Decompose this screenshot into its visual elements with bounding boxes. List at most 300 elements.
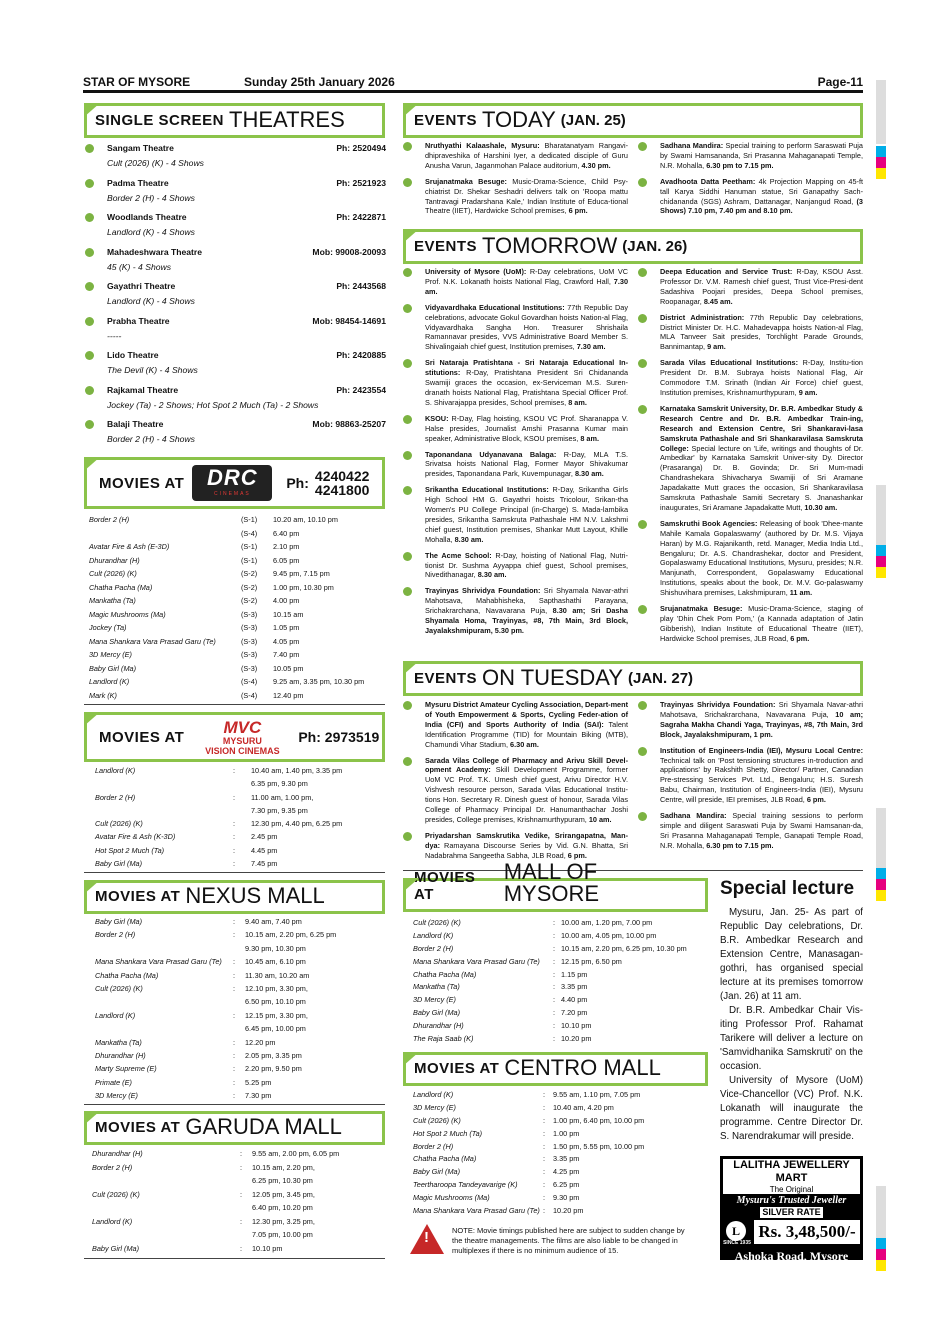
mvc-logo-line2: VISION CINEMAS (205, 745, 280, 756)
movie-title: Avatar Fire & Ash (E-3D) (89, 542, 170, 551)
separator: : (543, 1167, 546, 1177)
separator: : (543, 1193, 546, 1203)
separator: : (233, 1064, 236, 1074)
warning-icon: ! (410, 1224, 444, 1254)
showtime-row (89, 542, 384, 556)
showtime-row (95, 766, 385, 779)
garuda-showtimes (92, 1149, 385, 1257)
showtime-row (413, 1180, 708, 1193)
event-details: R-Day, Flag hoisting, KSOU VC Prof. Sharanappa V. Halse presides, Journalist Amshi Prasanna Kumar main speaker, Administrative Block, KSOU premises, (425, 413, 628, 443)
theatre-shows: Border 2 (H) - 4 Shows (107, 192, 195, 203)
showtime-row (92, 1149, 385, 1163)
movie-title: Cult (2026) (K) (92, 1189, 140, 1199)
bullet-icon (85, 179, 94, 188)
movie-title: 3D Mercy (E) (95, 1091, 138, 1101)
event-organizer: Nruthyathi Kalaashale, Mysuru: (425, 141, 540, 150)
theatre-phone: Ph: 2423554 (336, 384, 386, 395)
showtime-row (413, 1206, 708, 1219)
showtimes: 1.00 pm (553, 1128, 580, 1138)
movies-at-label: MOVIES AT (99, 728, 185, 746)
event-item (638, 313, 863, 353)
showtimes: 12.15 pm, 6.50 pm (561, 956, 622, 966)
header-small: MOVIES AT (95, 888, 181, 905)
movie-title: Landlord (K) (413, 930, 454, 940)
header-small: MOVIES AT (414, 869, 476, 903)
showtime-row (95, 957, 385, 970)
registration-yellow (876, 890, 886, 901)
showtimes: 10.20 pm (553, 1206, 584, 1216)
event-item (638, 519, 863, 598)
showtime-row (92, 1203, 385, 1217)
showtime-row (89, 529, 384, 543)
event-organizer: Srujanatmaka Besuge: (425, 176, 507, 186)
separator: : (240, 1216, 243, 1226)
event-organizer: Deepa Education and Service Trust: (660, 267, 793, 276)
event-item (403, 267, 628, 297)
showtime-row (413, 1034, 708, 1047)
garuda-header (84, 1111, 385, 1145)
separator: : (233, 1010, 236, 1020)
bullet-icon (403, 552, 412, 561)
showtime-row (413, 1090, 708, 1103)
separator: : (233, 1050, 236, 1060)
event-details: R-Day, Institu-tion President Dr. B.M. Subraya hoists National Flag, Air Commodore T.M. Srinath (Indian Air Force) chief guest, Institution premises, Krishnamurthypuram, (660, 358, 863, 397)
header-date: (JAN. 27) (628, 670, 694, 687)
movie-title: Border 2 (H) (413, 1141, 454, 1151)
showtime-row (95, 832, 385, 845)
separator: : (553, 969, 556, 979)
showtime-row (413, 1193, 708, 1206)
event-organizer: Samskruthi Book Agencies: (660, 518, 758, 528)
header-small: EVENTS (414, 670, 478, 687)
theatre-row (85, 350, 386, 385)
event-time: 8 am. (568, 397, 587, 407)
separator: : (233, 957, 236, 967)
event-organizer: Taponandana Udyanavana Balaga: (425, 449, 557, 459)
showtime-row (95, 1091, 385, 1104)
movie-title: Landlord (K) (89, 677, 130, 686)
movie-title: Border 2 (H) (89, 515, 130, 524)
event-details: Music-Drama-Science, Child Psy-chiatrist Dr. Shekar Seshadri delivers talk on 'Roopa mattu Tantravagi Pradarshana Kale,' Indian Institute of Educa-tional Theatre (IIET), Hardwicke School premises, (425, 176, 628, 216)
showtime-row (92, 1217, 385, 1231)
header-big: TOMORROW (482, 233, 618, 258)
showtimes: 2.10 pm (273, 542, 300, 551)
bullet-icon (403, 142, 412, 151)
theatre-row (85, 281, 386, 316)
showtimes: 7.30 pm, 9.35 pm (251, 805, 308, 815)
movie-title: The Raja Saab (K) (413, 1034, 474, 1044)
movie-title: Border 2 (H) (95, 792, 136, 802)
event-details: Special lecture on 'Life, writings and thoughts of Dr. Ambedkar' by Karnataka Samskrit Univer-sity Dy. Director (Prasaranga) Dr. B. Govinda; Dr. Sri Mum-madi Chandrashekara Shivacharya Swamiji of Sri Aramane Japadakatte Mutt graces the occasion, Sri Shankaravilasa Samskruta Pathashale Samiti Secretary S. Jnanashankar inaugurates, Sri Aramane Japadakatte Mutt, (660, 443, 863, 512)
header-date: (JAN. 25) (560, 112, 626, 129)
movie-title: 3D Mercy (E) (413, 995, 456, 1005)
showtimes: 10.40 am, 1.40 pm, 3.35 pm (251, 766, 343, 775)
registration-magenta (876, 879, 886, 890)
mvc-header (84, 712, 385, 762)
bullet-icon (638, 178, 647, 187)
events-tuesday-header (403, 661, 863, 696)
event-time: 7.30 am. (576, 342, 606, 352)
showtimes: 11.00 am, 1.00 pm, (251, 792, 314, 802)
theatre-row (85, 212, 386, 247)
showtime-row (95, 944, 385, 957)
movie-title: Border 2 (H) (92, 1162, 133, 1172)
showtimes: 1.00 pm, 6.40 pm, 10.00 pm (553, 1115, 645, 1125)
event-details: Bharatanatyam Rangavi-dhipraveshika of Harshini Iyer, a dedicated disciple of Guru Anusha Varun, Jaganmohan Palace auditorium, (425, 141, 628, 170)
movie-title: Baby Girl (Ma) (413, 1167, 461, 1177)
showtime-row (95, 1011, 385, 1024)
movie-title: Landlord (K) (95, 766, 136, 775)
header-date: (JAN. 26) (622, 238, 688, 255)
showtime-row (95, 984, 385, 997)
showtimes: 7.30 pm (245, 1091, 272, 1101)
ad-address: Ashoka Road, Mysore (734, 1249, 849, 1263)
theatre-phone: Ph: 2520494 (336, 143, 386, 153)
movie-title: 3D Mercy (E) (89, 650, 132, 659)
showtimes: 7.40 pm (273, 650, 300, 659)
bullet-icon (638, 520, 647, 529)
showtimes: 9.25 am, 3.35 pm, 10.30 pm (273, 677, 365, 686)
event-organizer: University of Mysore (UoM): (425, 267, 527, 276)
showtime-row (95, 1024, 385, 1037)
showtimes: 9.55 am, 2.00 pm, 6.05 pm (252, 1149, 340, 1158)
event-item (403, 450, 628, 480)
showtime-row (89, 650, 384, 664)
movie-title: Mana Shankara Vara Prasad Garu (Te) (95, 957, 222, 967)
event-time: 6.30 am. (510, 739, 539, 749)
separator: : (553, 943, 556, 953)
movie-title: Magic Mushrooms (Ma) (89, 609, 166, 619)
showtimes: 7.05 pm, 10.00 pm (252, 1230, 313, 1239)
event-item (403, 358, 628, 408)
header-big: ON TUESDAY (482, 665, 624, 690)
showtimes: 9.40 am, 7.40 pm (245, 917, 302, 926)
separator: : (240, 1162, 243, 1172)
bullet-icon (403, 415, 412, 424)
showtime-row (413, 1103, 708, 1116)
event-organizer: Sadhana Mandira: (660, 811, 727, 821)
event-item (638, 746, 863, 805)
showtimes: 7.20 pm (561, 1008, 588, 1018)
event-time: 8 am. (580, 433, 599, 443)
event-details: Ramayana Discourse Series by Vid. G.N. Bhatta, Sri Nadabrahma Sangeetha Sabha, JLB Road, (425, 840, 628, 860)
event-organizer: Karnataka Samskrit University, Dr. B.R. Ambedkar Study & Research Centre and Dr. B.R. Ambedkar Train-ing, Research and Extension Centre, Sri Shankaravi-lasa Samskruta Pathashale and Sri Shankaravilasa Samskruta College: (660, 403, 863, 453)
header-small: EVENTS (414, 112, 478, 129)
header-big: MALL OF MYSORE (503, 859, 600, 906)
showtimes: 9.55 am, 1.10 pm, 7.05 pm (553, 1090, 641, 1099)
movie-title: Dhurandhar (H) (413, 1021, 464, 1031)
showtimes: 10.40 am, 4.20 pm (553, 1102, 614, 1112)
lecture-p2: Dr. B.R. Ambedkar Chair Vis-iting Professor Prof. Rahamat Tarikere will deliver a lecture on 'Samvidhanika Samskruti' on the occasion. (720, 1005, 863, 1072)
movies-at-label: MOVIES AT (99, 474, 185, 492)
movie-title: Primate (E) (95, 1077, 132, 1087)
ad-silver-rate: Rs. 3,48,500/- (754, 1220, 860, 1244)
event-organizer: Srikantha Educational Institutions: (425, 485, 549, 495)
showtime-row (413, 957, 708, 970)
event-time: 10 am. (588, 814, 612, 824)
event-details: R-Day, KSOU Asst. Professor Dr. V.M. Ramesh chief guest, Trust Vice-Presi-dent Sadashiva Poojari presides, Deepa School premises, Roopanagar, (660, 267, 863, 306)
movie-title: Landlord (K) (95, 1010, 136, 1020)
event-details: R-Day, Srikantha Girls High School HM G. Gayathri hoists Tricolour, Srikan-tha Women's PU College Principal (in-Charge) S. Mada-lambika presides, Srikantha Samskruta Pathashale HM N.V. Lakshmi chief guest, Institution premises, Shankar Mutt Layout, Khille Mohalla, (425, 485, 628, 544)
theatre-shows: Cult (2026) (K) - 4 Shows (107, 158, 204, 168)
showtime-row (95, 971, 385, 984)
showtimes: 12.10 pm, 3.30 pm, (245, 983, 308, 993)
showtimes: 6.05 pm (273, 555, 300, 565)
showtimes: 2.05 pm, 3.35 pm (245, 1050, 302, 1060)
registration-yellow (876, 567, 886, 578)
showtimes: 4.25 pm (553, 1167, 580, 1177)
registration-gray (876, 1186, 886, 1238)
showtime-row (95, 1064, 385, 1077)
movie-title: Avatar Fire & Ash (K-3D) (95, 832, 176, 842)
movie-title: Mankatha (Ta) (89, 596, 136, 605)
event-item (638, 177, 863, 217)
theatre-list (85, 143, 386, 454)
event-organizer: Avadhoota Datta Peetham: (660, 176, 756, 186)
separator: : (233, 1037, 236, 1047)
event-organizer: Sarada Vilas College of Pharmacy and Arivu Skill Devel-opment Academy: (425, 755, 628, 775)
mvc-phone: Ph: 2973519 (298, 729, 380, 745)
separator: : (233, 1077, 236, 1087)
separator: : (543, 1128, 546, 1138)
registration-cyan (876, 146, 886, 157)
lecture-p3: University of Mysore (UoM) Vice-Chancellor (VC) Prof. N.K. Lokanath will inaugurate the programme. Centre Director Dr. S. Narendrakumar will preside. (720, 1075, 863, 1142)
jewellery-ad (720, 1156, 863, 1274)
movie-title: Hot Spot 2 Much (Ta) (413, 1128, 483, 1138)
showtime-row (92, 1244, 385, 1258)
showtime-row (413, 1116, 708, 1129)
movie-title: Dhurandhar (H) (89, 555, 140, 565)
movie-title: Mana Shankara Vara Prasad Garu (Te) (413, 1206, 540, 1216)
showtimes: 2.45 pm (251, 832, 278, 842)
event-time: 10.30 am. (804, 502, 838, 512)
bullet-icon (85, 248, 94, 257)
drc-logo-text: DRC (207, 465, 258, 490)
movie-title: Dhurandhar (H) (92, 1149, 143, 1158)
showtimes: 10.15 am, 2.20 pm, 6.25 pm, 10.30 pm (561, 943, 687, 953)
events-tomorrow-left (403, 267, 628, 642)
showtime-row (413, 918, 708, 931)
event-item (403, 756, 628, 825)
showtime-row (413, 944, 708, 957)
showtimes: 4.00 pm (273, 596, 300, 605)
screen-number: (S-3) (241, 636, 258, 646)
registration-cyan (876, 1238, 886, 1249)
showtimes: 9.45 pm, 7.15 pm (273, 569, 330, 578)
showtimes: 1.00 pm, 10.30 pm (273, 582, 334, 592)
event-item (638, 141, 863, 171)
showtimes: 12.05 pm, 3.45 pm, (252, 1189, 315, 1199)
showtime-row (95, 1078, 385, 1091)
event-item (403, 177, 628, 217)
separator: : (553, 918, 556, 927)
showtime-row (413, 982, 708, 995)
bullet-icon (638, 605, 647, 614)
movie-title: Cult (2026) (K) (95, 819, 143, 829)
bullet-icon (85, 351, 94, 360)
theatre-name: Gayathri Theatre (107, 281, 176, 291)
screen-number: (S-2) (241, 569, 258, 578)
separator: : (553, 956, 556, 966)
paper-name: STAR OF MYSORE (83, 75, 191, 89)
movie-title: Hot Spot 2 Much (Ta) (95, 845, 165, 855)
movie-title: Border 2 (H) (95, 930, 136, 940)
event-time: 8.30 am; Sri Dasha Shyamala Homa, Trayinyas, #8, 7th Main, 3rd Block, Jayalakshmipuram, 5.30 pm. (425, 606, 628, 635)
showtimes: 10.00 am, 4.05 pm, 10.00 pm (561, 930, 657, 940)
screen-number: (S-2) (241, 582, 258, 592)
centro-showtimes (413, 1090, 708, 1219)
registration-gray (876, 80, 886, 144)
showtime-row (95, 930, 385, 943)
event-details: Sri Shyamala Navar-athri Mahotsava, Mahabhisheka, Sapthashathi Parayana, Srichakrarchana, Navavarana Puja, (425, 586, 628, 616)
mvc-logo (194, 719, 290, 756)
showtime-row (95, 859, 385, 872)
theatre-shows: 45 (K) - 4 Shows (107, 261, 171, 272)
theatre-shows: The Devil (K) - 4 Shows (107, 365, 198, 375)
showtime-row (89, 515, 384, 529)
event-organizer: Vidyavardhaka Educational Institutions: (425, 302, 565, 312)
event-time: (3 Shows) 7.10 pm, 7.40 pm and 8.10 pm. (660, 196, 863, 216)
showtime-row (95, 806, 385, 819)
theatre-phone: Ph: 2420885 (336, 350, 386, 360)
bullet-icon (638, 747, 647, 756)
event-organizer: Trayinyas Shrividya Foundation: (425, 586, 541, 596)
drc-header (84, 457, 385, 509)
bullet-icon (403, 486, 412, 495)
mall-of-mysore-showtimes (413, 918, 708, 1047)
ad-tagline: The Original (723, 1185, 860, 1194)
event-details: Talent Identification Programme (TID) for Mountain Biking (MTB), Chamundi Vihar Stadium, (425, 719, 628, 749)
showtimes: 10.20 am, 10.10 pm (273, 515, 338, 524)
timings-note (410, 1222, 695, 1262)
separator: : (543, 1102, 546, 1112)
movie-title: Dhurandhar (H) (95, 1050, 146, 1060)
event-details: Releasing of book 'Dhee-mante Mahile Kamala Gopalaswamy' (authored by Dr. M.S. Vijaya Haran) by M.G. Rajanikanth, retd. Manager, Media India Ltd., Bengaluru; Dr. A.S. Chandrashekar, doctor and President, Gopalaswamy Educational Institutions, Mysuru, presides; N.R. Manjunath, Correspondent, Gopalaswamy Educational Institutions, speaks about the book, Dr. M.V. Go-palaswamy Shishuvihara premises, Lakshmipuram, (660, 518, 863, 598)
event-details: 77th Republic Day celebrations, District Minister Dr. H.C. Mahadevappa hoists Nation-al Flag, MLA Tanveer Sait presides, Torchlight Parade Grounds, Bannimantap, (660, 312, 864, 352)
showtime-row (95, 917, 385, 930)
showtime-row (92, 1190, 385, 1204)
bullet-icon (403, 178, 412, 187)
bullet-icon (403, 757, 412, 766)
showtime-row (92, 1230, 385, 1244)
ad-since: SINCE 1935 (723, 1240, 751, 1246)
movie-title: Border 2 (H) (413, 943, 454, 953)
showtime-row (89, 664, 384, 678)
event-organizer: District Administration: (660, 312, 745, 322)
showtimes: 10.05 pm (273, 663, 304, 673)
showtimes: 12.40 pm (273, 690, 304, 700)
showtime-row (89, 677, 384, 691)
divider (84, 872, 385, 873)
event-details: R-Day, MLA T.S. Srivatsa hoists National Flag, Former Mayor Shivakumar presides, Taponandana Park, Kuvempunagar, (425, 449, 628, 479)
event-organizer: Sadhana Mandira: (660, 141, 724, 150)
showtime-row (89, 556, 384, 570)
registration-yellow (876, 1260, 886, 1271)
movie-title: Chatha Pacha (Ma) (89, 582, 153, 592)
bullet-icon (403, 587, 412, 596)
theatre-name: Sangam Theatre (107, 143, 174, 153)
showtime-row (413, 1021, 708, 1034)
showtimes: 1.05 pm (273, 623, 300, 632)
showtimes: 4.05 pm (273, 636, 300, 646)
showtime-row (413, 1129, 708, 1142)
movie-title: Baby Girl (Ma) (92, 1243, 140, 1253)
events-today-header (403, 103, 863, 138)
theatre-phone: Ph: 2422871 (336, 212, 386, 222)
showtime-row (95, 779, 385, 792)
showtime-row (92, 1163, 385, 1177)
registration-yellow (876, 168, 886, 179)
header-big: THEATRES (229, 107, 345, 132)
events-tuesday-right (638, 700, 863, 857)
showtimes: 6.40 pm, 10.20 pm (252, 1203, 313, 1212)
event-details: Special training sessions to perform simple and diligent Saraswati Puja by Swami Hamsanan-da, Sri Prasanna Mahaganapati Temple, Ganapati Temple Road, N.R. Mohalla, (660, 811, 863, 850)
event-time: 10 am; Sagraha Makha Chandi Yaga, Trayinyas, #8, 7th Main, 3rd Block, Jayalakshmipuram, 1 pm. (660, 709, 863, 739)
theatre-phone: Mob: 98863-25207 (312, 419, 386, 429)
special-lecture (720, 878, 863, 1144)
header-small: MOVIES AT (95, 1119, 181, 1136)
lecture-p1: Mysuru, Jan. 25- As part of Republic Day celebrations, Dr. B.R. Ambedkar Research and Extension Centre, Manasagan-gothri, has organised special lecture at its premises tomorrow (Jan. 26) at 11 am. (720, 907, 863, 1002)
event-details: R-Day, hoisting of National Flag, Nutri-tionist Dr. Sushma Ayyappa chief guest, School premises, Nivedithanagar, (425, 550, 628, 580)
events-tomorrow-right (638, 267, 863, 650)
bullet-icon (403, 359, 412, 368)
theatre-row (85, 316, 386, 351)
mvc-logo-line1: MYSURU (222, 735, 262, 746)
mvc-showtimes (95, 766, 385, 872)
event-organizer: Mysuru District Amateur Cycling Association, Depart-ment of Youth Empowerment & Sports, Cycling Feder-ation of India (CFI) and Sports Authority of India (SAI): (425, 700, 629, 729)
event-time: 6 pm. (790, 633, 810, 643)
screen-number: (S-3) (241, 609, 258, 619)
nexus-showtimes (95, 917, 385, 1104)
event-item (403, 586, 628, 636)
event-item (638, 811, 863, 851)
showtime-row (413, 1167, 708, 1180)
showtime-row (92, 1176, 385, 1190)
separator: : (553, 930, 556, 940)
event-item (403, 303, 628, 353)
registration-cyan (876, 545, 886, 556)
event-item (403, 414, 628, 444)
showtime-row (95, 846, 385, 859)
event-details: Technical talk on 'Post tensioning structures in-troduction and applications' by Rakshith Shetty, Director/ Partner, Canadian Pre-stressing Services Pvt. Ltd., Bengaluru; H.S. Suresh Babu, Chairman, Institution of Engineers-India (IEI), Mysuru Centre, will preside, IEI premises, JLB Road, (660, 755, 863, 805)
screen-number: (S-3) (241, 663, 258, 673)
divider (84, 704, 385, 705)
drc-phone-1: 4240422 (314, 468, 370, 484)
event-organizer: Srujanatmaka Besuge: (660, 604, 743, 614)
movie-title: Cult (2026) (K) (95, 983, 143, 993)
event-organizer: Sarada Vilas Educational Institutions: (660, 358, 799, 368)
bullet-icon (638, 812, 647, 821)
movie-title: Chatha Pacha (Ma) (413, 969, 477, 979)
screen-number: (S-4) (241, 690, 258, 700)
separator: : (543, 1141, 546, 1151)
showtimes: 5.25 pm (245, 1077, 272, 1087)
showtime-row (95, 997, 385, 1010)
drc-phone-2: 4241800 (314, 482, 370, 498)
movie-title: Cult (2026) (K) (413, 1115, 461, 1125)
movie-title: Marty Supreme (E) (95, 1064, 157, 1074)
showtimes: 10.15 am, 2.20 pm, 6.25 pm (245, 930, 337, 940)
event-time: 6.30 pm to 7.15 pm. (706, 840, 774, 850)
screen-number: (S-3) (241, 650, 258, 659)
event-details: R-Day celebrations, UoM VC Prof. N.K. Lokanath hoists National Flag, Crawford Hall, (425, 267, 628, 286)
screen-number: (S-1) (241, 515, 258, 524)
ad-trust: Mysuru's Trusted Jeweller (736, 1195, 847, 1206)
showtime-row (95, 1038, 385, 1051)
ad-logo-icon: L (726, 1221, 746, 1241)
event-item (403, 551, 628, 581)
registration-gray (876, 485, 886, 545)
